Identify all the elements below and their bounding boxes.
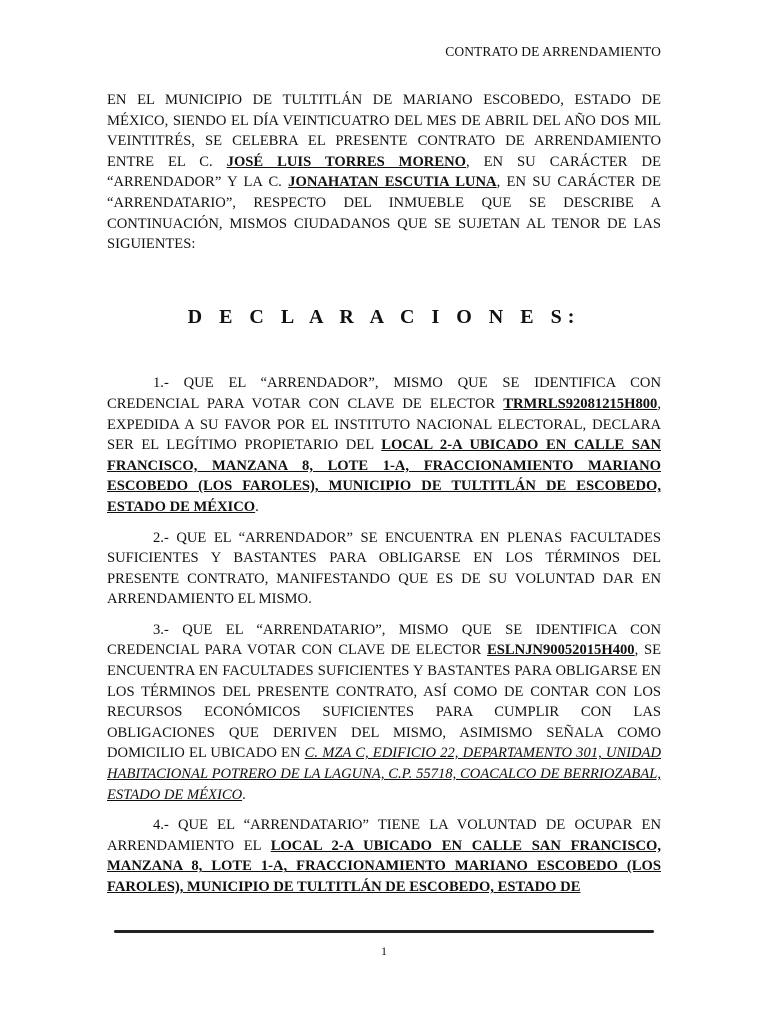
declaration-text: 3.- QUE EL “ARRENDATARIO”, MISMO QUE SE IDENTIFICA CON CREDENCIAL PARA VOTAR CON CLAVE DE ELECTOR [107,621,661,659]
arrendatario-name: JONAHATAN ESCUTIA LUNA [288,174,497,191]
section-title: D E C L A R A C I O N E S: [187,305,581,328]
declaration-text: 4.- QUE EL “ARRENDATARIO” TIENE LA VOLUNTAD DE OCUPAR EN ARRENDAMIENTO EL [107,817,661,854]
arrendador-name: JOSÉ LUIS TORRES MORENO [226,153,466,170]
arrendatario-clave: ESLNJN90052015H400 [487,642,635,659]
intro-text: EN EL MUNICIPIO DE TULTITLÁN DE MARIANO ESCOBEDO, ESTADO DE MÉXICO, SIENDO EL DÍA VEINTICUATRO DEL MES DE ABRIL DEL AÑO DOS MIL VEINTITRÉS, SE CELEBRA EL PRESENTE CONTRATO DE ARRENDAMIENTO ENTRE EL C. [107,92,661,170]
declaration-text: . [242,786,246,803]
document-body [107,90,661,908]
declaration-text: , EXPEDIDA A SU FAVOR POR EL INSTITUTO NACIONAL ELECTORAL, DECLARA SER EL LEGÍTIMO PROPIETARIO DEL [107,395,661,454]
intro-text: , EN SU CARÁCTER DE “ARRENDADOR” Y LA C. [107,153,661,191]
declaration-3 [107,620,661,805]
arrendatario-domicilio: C. MZA C, EDIFICIO 22, DEPARTAMENTO 301, UNIDAD HABITACIONAL POTRERO DE LA LAGUNA, C.P. 55718, COACALCO DE BERRIOZABAL, ESTADO DE MÉXICO [107,745,661,803]
declaration-1 [107,373,661,517]
declaration-4 [107,815,661,897]
document-header: CONTRATO DE ARRENDAMIENTO [445,44,661,59]
declaration-text: , SE ENCUENTRA EN FACULTADES SUFICIENTES Y BASTANTES PARA OBLIGARSE EN LOS TÉRMINOS DEL PRESENTE CONTRATO, ASÍ COMO DE CONTAR CON LOS RECURSOS ECONÓMICOS SUFICIENTES PARA CUMPLIR CON LAS OBLIGACIONES QUE DERIVEN DEL MISMO, ASIMISMO SEÑALA COMO DOMICILIO EL UBICADO EN [107,642,661,762]
footer-rule [114,930,654,933]
page-number: 1 [381,944,387,958]
arrendador-clave: TRMRLS92081215H800 [503,395,658,412]
intro-paragraph [107,90,661,255]
declaration-text: 1.- QUE EL “ARRENDADOR”, MISMO QUE SE IDENTIFICA CON CREDENCIAL PARA VOTAR CON CLAVE DE ELECTOR [107,375,661,412]
declaration-2: 2.- QUE EL “ARRENDADOR” SE ENCUENTRA EN PLENAS FACULTADES SUFICIENTES Y BASTANTES PARA OBLIGARSE EN LOS TÉRMINOS DEL PRESENTE CONTRATO, MANIFESTANDO QUE ES DE SU VOLUNTAD DAR EN ARRENDAMIENTO EL MISMO. [107,529,661,608]
declaration-text: . [255,498,259,515]
local-address: LOCAL 2-A UBICADO EN CALLE SAN FRANCISCO, MANZANA 8, LOTE 1-A, FRACCIONAMIENTO MARIANO ESCOBEDO (LOS FAROLES), MUNICIPIO DE TULTITLÁN DE ESCOBEDO, ESTADO DE MÉXICO [107,437,661,515]
local-address: LOCAL 2-A UBICADO EN CALLE SAN FRANCISCO, MANZANA 8, LOTE 1-A, FRACCIONAMIENTO MARIANO ESCOBEDO (LOS FAROLES), MUNICIPIO DE TULTITLÁN DE ESCOBEDO, ESTADO DE [107,837,661,895]
intro-text: , EN SU CARÁCTER DE “ARRENDATARIO”, RESPECTO DEL INMUEBLE QUE SE DESCRIBE A CONTINUACIÓN, MISMOS CIUDADANOS QUE SE SUJETAN AL TENOR DE LAS SIGUIENTES: [107,174,661,253]
